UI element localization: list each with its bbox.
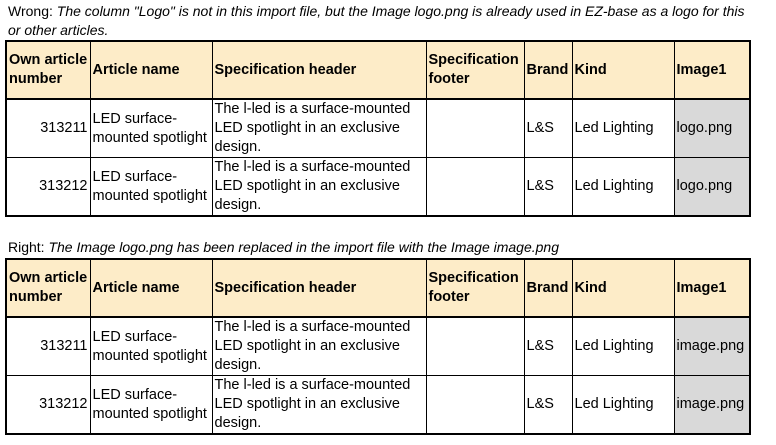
cell-specification-footer [426,317,524,376]
cell-article-name: LED surface-mounted spotlight [90,158,212,217]
table-row [6,317,750,376]
cell-image1: logo.png [674,158,750,217]
wrong-caption-desc: The column "Logo" is not in this import file, but the Image logo.png is already used in EZ-base as a logo for this or other articles. [8,3,745,38]
cell-article-name: LED surface-mounted spotlight [90,317,212,376]
table-row [6,99,750,158]
header-specification-footer: Specification footer [426,259,524,317]
header-kind: Kind [572,259,674,317]
header-brand: Brand [524,41,572,99]
header-article-name: Article name [90,259,212,317]
right-caption [8,238,559,257]
cell-brand: L&S [524,158,572,217]
right-table-header-row [6,259,750,317]
cell-specification-header: The l-led is a surface-mounted LED spotlight in an exclusive design. [212,99,426,158]
wrong-caption-lead: Wrong: [8,3,57,19]
header-own-article-number: Own article number [6,41,90,99]
table-row [6,158,750,217]
cell-article-number: 313211 [6,317,90,376]
header-image1: Image1 [674,259,750,317]
cell-kind: Led Lighting [572,317,674,376]
cell-brand: L&S [524,317,572,376]
header-specification-header: Specification header [212,259,426,317]
cell-image1: logo.png [674,99,750,158]
header-brand: Brand [524,259,572,317]
cell-specification-header: The l-led is a surface-mounted LED spotlight in an exclusive design. [212,376,426,435]
cell-brand: L&S [524,99,572,158]
wrong-table-header-row [6,41,750,99]
cell-specification-header: The l-led is a surface-mounted LED spotlight in an exclusive design. [212,158,426,217]
header-kind: Kind [572,41,674,99]
cell-article-number: 313211 [6,99,90,158]
cell-kind: Led Lighting [572,99,674,158]
cell-brand: L&S [524,376,572,435]
right-caption-desc: The Image logo.png has been replaced in the import file with the Image image.png [48,239,560,255]
header-specification-header: Specification header [212,41,426,99]
cell-image1: image.png [674,376,750,435]
cell-article-number: 313212 [6,158,90,217]
right-table [5,258,751,435]
cell-specification-footer [426,99,524,158]
cell-article-name: LED surface-mounted spotlight [90,376,212,435]
header-specification-footer: Specification footer [426,41,524,99]
cell-article-number: 313212 [6,376,90,435]
header-article-name: Article name [90,41,212,99]
cell-specification-footer [426,158,524,217]
cell-image1: image.png [674,317,750,376]
cell-kind: Led Lighting [572,376,674,435]
wrong-table [5,40,751,217]
cell-kind: Led Lighting [572,158,674,217]
cell-specification-header: The l-led is a surface-mounted LED spotlight in an exclusive design. [212,317,426,376]
wrong-caption [8,2,748,40]
header-own-article-number: Own article number [6,259,90,317]
right-caption-lead: Right: [8,239,49,255]
header-image1: Image1 [674,41,750,99]
cell-specification-footer [426,376,524,435]
cell-article-name: LED surface-mounted spotlight [90,99,212,158]
table-row [6,376,750,435]
